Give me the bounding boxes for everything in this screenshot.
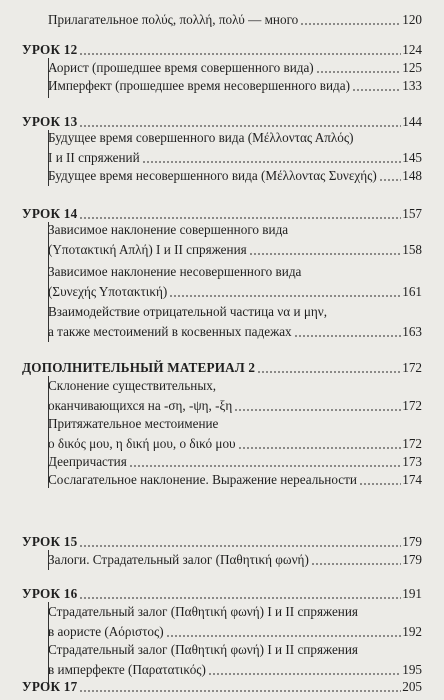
toc-entry-page: 163 [402,324,422,339]
toc-entry-title: ο δικός μου, η δική μου, ο δικό μου [48,436,236,451]
toc-lesson-page: 157 [402,206,422,221]
dot-leader [79,534,401,548]
dot-leader [257,360,401,374]
toc-entry-title: в имперфекте (Παρατατικός) [48,662,206,677]
dot-leader [294,324,402,338]
toc-entry[interactable] [48,8,422,28]
toc-entry-title-line: Зависимое наклонение несовершенного вида [48,264,302,279]
toc-entry[interactable] [48,394,422,414]
dot-leader [234,398,401,412]
toc-supplement-2[interactable] [22,356,422,376]
toc-entry-page: 192 [402,624,422,639]
toc-entry[interactable] [48,146,422,166]
dot-leader [352,78,401,92]
toc-entry-title-line: Склонение существительных, [48,378,217,393]
toc-entry-title-line: Будущее время совершенного вида (Μέλλοντας Απλός) [48,130,354,145]
toc-entry-title: оканчивающихся на -ση, -ψη, -ξη [48,398,233,413]
toc-entry-page: 172 [402,436,422,451]
toc-entry-title-line: Зависимое наклонение совершенного вида [48,222,289,237]
toc-lesson-16[interactable] [22,582,422,602]
toc-entry-page: 174 [402,472,422,487]
dot-leader [79,679,401,693]
toc-lesson-page: 124 [402,42,422,57]
dot-leader [166,624,402,638]
toc-entry-page: 148 [402,168,422,183]
toc-entry[interactable] [48,468,422,488]
toc-entry-title: Будущее время несовершенного вида (Μέλλοντας Συνεχής) [48,168,377,183]
toc-lesson-page: 191 [402,586,422,601]
dot-leader [379,168,401,182]
toc-entry-title-line: Страдательный залог (Παθητική φωνή) I и II спряжения [48,604,358,619]
toc-lesson-page: 205 [402,679,422,694]
toc-entry[interactable] [48,164,422,184]
toc-lesson-title: УРОК 15 [22,534,78,549]
toc-entry-title: (Υποτακτική Απλή) I и II спряжения [48,242,247,257]
toc-entry[interactable] [48,56,422,76]
toc-entry-page: 173 [402,454,422,469]
toc-entry-title: Залоги. Страдательный залог (Παθητική φωνή) [48,552,309,567]
toc-entry-title-line: Взаимодействие отрицательной частица να и μην, [48,304,328,319]
toc-entry-title: в аористе (Αόριστος) [48,624,164,639]
toc-entry-title: (Συνεχής Υποτακτική) [48,284,168,299]
dot-leader [238,436,402,450]
toc-entry[interactable] [48,320,422,340]
toc-entry[interactable] [48,280,422,300]
toc-entry-title: Аорист (прошедшее время совершенного вида) [48,60,314,75]
toc-lesson-title: УРОК 14 [22,206,78,221]
dot-leader [316,60,402,74]
toc-lesson-13[interactable] [22,110,422,130]
toc-lesson-page: 172 [402,360,422,375]
toc-entry-page: 133 [402,78,422,93]
toc-lesson-15[interactable] [22,530,422,550]
toc-entry-title-line: Страдательный залог (Παθητική φωνή) I и II спряжения [48,642,358,657]
toc-entry-title: Деепричастия [48,454,127,469]
dot-leader [79,42,401,56]
toc-lesson-17[interactable] [22,675,422,695]
toc-entry-page: 161 [402,284,422,299]
toc-entry-page: 179 [402,552,422,567]
toc-lesson-14[interactable] [22,202,422,222]
dot-leader [79,586,401,600]
toc-entry[interactable] [48,238,422,258]
dot-leader [79,114,401,128]
toc-entry[interactable] [48,548,422,568]
toc-lesson-12[interactable] [22,38,422,58]
toc-entry-page: 120 [402,12,422,27]
toc-entry[interactable] [48,450,422,470]
toc-entry[interactable] [48,74,422,94]
toc-lesson-title: ДОПОЛНИТЕЛЬНЫЙ МАТЕРИАЛ 2 [22,360,256,375]
toc-lesson-title: УРОК 17 [22,679,78,694]
dot-leader [142,150,402,164]
toc-entry[interactable] [48,432,422,452]
toc-entry-page: 145 [402,150,422,165]
toc-entry-title: Сослагательное наклонение. Выражение нереальности [48,472,357,487]
dot-leader [79,206,401,220]
dot-leader [311,552,401,566]
toc-entry-title: I и II спряжений [48,150,140,165]
toc-entry-title: а также местоимений в косвенных падежах [48,324,292,339]
toc-lesson-title: УРОК 13 [22,114,78,129]
toc-lesson-page: 179 [402,534,422,549]
toc-entry-title-line: Притяжательное местоимение [48,416,219,431]
dot-leader [249,242,402,256]
toc-lesson-title: УРОК 12 [22,42,78,57]
toc-entry-page: 195 [402,662,422,677]
toc-entry-title: Прилагательное πολύς, πολλή, πολύ — много [48,12,299,27]
toc-lesson-page: 144 [402,114,422,129]
dot-leader [300,12,401,26]
dot-leader [129,454,401,468]
toc-entry[interactable] [48,620,422,640]
dot-leader [208,662,401,676]
dot-leader [169,284,401,298]
toc-entry-title: Имперфект (прошедшее время несовершенного вида) [48,78,350,93]
toc-entry-page: 158 [402,242,422,257]
dot-leader [359,472,401,486]
toc-entry-page: 125 [402,60,422,75]
toc-lesson-title: УРОК 16 [22,586,78,601]
toc-entry-page: 172 [402,398,422,413]
